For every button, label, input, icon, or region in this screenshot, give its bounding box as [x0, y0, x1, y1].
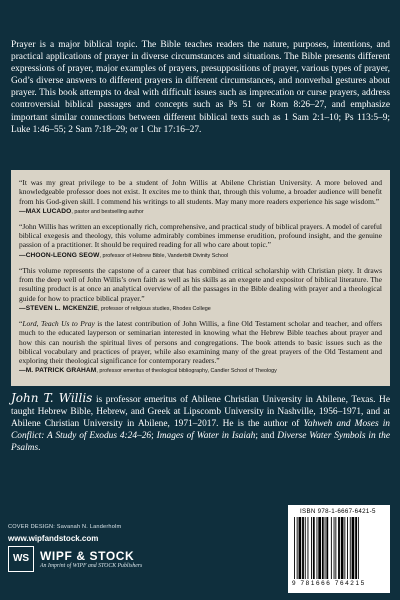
separator: ; — [151, 431, 157, 442]
author-signature: John T. Willis — [11, 391, 93, 405]
barcode-bar — [313, 517, 315, 579]
barcode-bar — [325, 517, 326, 579]
barcode-bar — [311, 517, 312, 579]
endorser-title: , professor emeritus of theological bibliography, Candler School of Theology — [96, 368, 277, 375]
barcode-bar — [294, 517, 295, 579]
barcode-digits: 9 781666 764215 — [292, 580, 366, 587]
barcode-bar — [344, 517, 345, 579]
barcode-bar — [358, 517, 359, 579]
publisher-name: WIPF & STOCK — [40, 549, 135, 563]
publisher-logo-icon: WS — [8, 546, 34, 572]
endorsement-4 — [19, 319, 382, 376]
endorsement-attribution — [19, 251, 382, 261]
isbn-label: ISBN 978-1-6667-6421-5 — [300, 508, 376, 515]
barcode-bar — [341, 517, 344, 579]
endorser-name: —STEVEN L. MCKENZIE — [19, 304, 98, 312]
publisher-imprint: An Imprint of WIPF and STOCK Publishers — [40, 563, 143, 569]
endorsement-quote: “Lord, Teach Us to Pray is the latest contribution of John Willis, a fine Old Testament scholar and teacher, and offers much to the educated layperson or seminarian interested in knowing what the Hebrew Bible teaches about prayer and how this can nourish the spiritual lives of persons and congregations. The book attends to basic issues such as the biblical vocabulary and practices of prayer, while also examining many of the great prayers of the Old Testament and exploring their theological significance for contemporary readers.” — [19, 318, 382, 366]
author-bio — [11, 392, 390, 454]
endorser-name: —M. PATRICK GRAHAM — [19, 367, 97, 375]
endorser-title: , pastor and bestselling author — [71, 208, 144, 215]
barcode-bar — [326, 517, 328, 579]
endorser-name: —MAX LUCADO — [19, 207, 72, 215]
endorsement-2 — [19, 222, 382, 261]
endorsement-quote: “It was my great privilege to be a student of John Willis at Abilene Christian University. A more beloved and knowledgeable professor does not exist. It excites me to think that, through this volume, a broader audience will benefit from his God-given skill. I commend his writings to all students. May many more readers experience his sage wisdom.” — [19, 178, 382, 206]
endorsement-3 — [19, 266, 382, 314]
endorsement-attribution — [19, 304, 382, 314]
separator: ; and — [255, 431, 278, 442]
endorsement-quote: “John Willis has written an exceptionally rich, comprehensive, and practical study of biblical prayers. A model of careful biblical exegesis and theology, this volume admirably combines immense erudition, profound insight, and the genuine passion of a practitioner. It should be required reading for all who care about topic.” — [19, 221, 382, 250]
barcode-bar — [331, 517, 332, 579]
endorsement-quote-text: is the latest contribution of John Willis, a fine Old Testament scholar and teacher, and offers much to the educated layperson or seminarian interested in knowing what the Hebrew Bible teaches about prayer and how this can nourish the spiritual lives of persons and congregations. The book attends to basic issues such as the biblical vocabulary and practices of prayer, while also examining many of the great prayers of the Old Testament and exploring their theological significance for contemporary readers.” — [19, 318, 382, 366]
cover-design-credit: COVER DESIGN: Savanah N. Landerholm — [8, 524, 122, 530]
endorser-title: , professor of Hebrew Bible, Vanderbilt Divinity School — [99, 252, 229, 259]
barcode-graphic — [292, 517, 386, 579]
barcode-bar — [308, 517, 309, 579]
endorser-title: , professor of religious studies, Rhodes College — [97, 305, 211, 312]
book-title-italic: Lord, Teach Us to Pray — [22, 318, 95, 328]
barcode-bar — [355, 517, 357, 579]
endorsement-1 — [19, 178, 382, 217]
isbn-barcode — [288, 505, 390, 593]
publisher-url: www.wipfandstock.com — [8, 534, 99, 543]
barcode-bar — [352, 517, 355, 579]
barcode-bar — [299, 517, 302, 579]
barcode-bar — [318, 517, 321, 579]
author-book-1: Yahweh and Moses in Conflict: A Study of Exodus 4:24–26 — [11, 419, 390, 442]
barcode-bar — [335, 517, 336, 579]
barcode-bar — [350, 517, 351, 579]
author-book-3: Diverse Water Symbols in the Psalms — [11, 431, 390, 454]
barcode-bar — [302, 517, 304, 579]
barcode-bar — [338, 517, 340, 579]
barcode-bar — [322, 517, 324, 579]
endorsement-attribution — [19, 366, 382, 376]
barcode-bar — [334, 517, 335, 579]
barcode-bar — [297, 517, 298, 579]
book-description: Prayer is a major biblical topic. The Bible teaches readers the nature, purposes, intentions, and practical applications of prayer in diverse circumstances and situations. The Bible presents different expressions of prayer, major examples of prayers, presuppositions of prayer, various types of prayer, God’s diverse answers to different prayers in different circumstances, and nonverbal gestures about prayer. This book attempts to deal with difficult issues such as imprecation or curse prayers, address controversial biblical passages and concepts such as Ps 51 or Rom 8:26–27, and emphasize important similar connections between different biblical texts such as 1 Sam 2:1–10; Ps 113:5–9; Luke 1:46–55; 2 Sam 7:18–29; or 1 Chr 17:16–27. — [11, 40, 390, 135]
endorsement-attribution — [19, 207, 382, 217]
barcode-bar — [347, 517, 348, 579]
endorser-name: —CHOON-LEONG SEOW — [19, 251, 100, 259]
barcode-bar — [305, 517, 306, 579]
endorsement-quote: “This volume represents the capstone of a career that has combined critical scholarship with Christian piety. It draws from the deep well of John Willis’s own faith as well as his skills as an exegete and expositor of biblical literature. The resulting product is at once an analytical overview of all the passages in the Bible dealing with prayer and a theological guide for how to practice biblical prayer.” — [19, 265, 382, 303]
author-book-2: Images of Water in Isaiah — [156, 431, 256, 442]
period: . — [38, 443, 41, 454]
endorsements-panel — [11, 170, 390, 386]
barcode-bar — [317, 517, 318, 579]
author-bio-text: is professor emeritus of Abilene Christian University in Abilene, Texas. He taught Hebrew Bible, Hebrew, and Greek at Lipscomb University in Nashville, 1956–1971, and at Abilene Christian University in Abilene, 1971–2017. He is the author of — [11, 395, 390, 430]
